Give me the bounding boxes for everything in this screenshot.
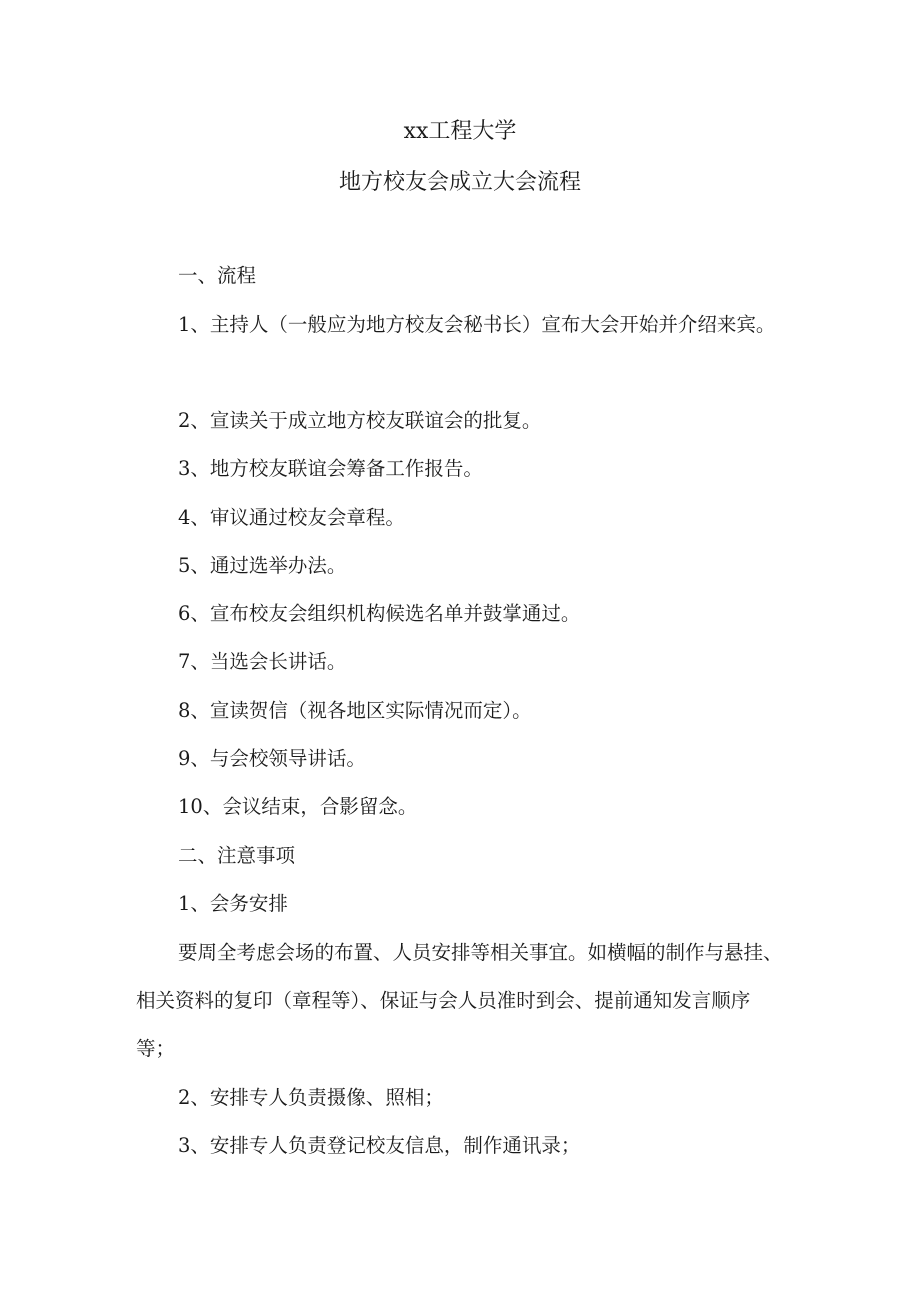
flow-item-3: 3、地方校友联谊会筹备工作报告。: [178, 457, 483, 480]
flow-item-5: 5、通过选举办法。: [178, 554, 347, 577]
flow-item-6: 6、宣布校友会组织机构候选名单并鼓掌通过。: [178, 602, 581, 625]
flow-item-9: 9、与会校领导讲话。: [178, 747, 366, 770]
flow-item-8: 8、宣读贺信（视各地区实际情况而定）。: [178, 699, 532, 722]
section-heading-notes: 二、注意事项: [178, 844, 296, 867]
note-item-2: 2、安排专人负责摄像、照相；: [178, 1086, 444, 1109]
note-item-1-heading: 1、会务安排: [178, 892, 288, 915]
flow-item-7: 7、当选会长讲话。: [178, 650, 347, 673]
section-heading-flow: 一、流程: [178, 264, 257, 287]
flow-item-2: 2、宣读关于成立地方校友联谊会的批复。: [178, 409, 542, 432]
note-item-3: 3、安排专人负责登记校友信息，制作通讯录；: [178, 1134, 581, 1157]
flow-item-4: 4、审议通过校友会章程。: [178, 506, 405, 529]
note-item-1-body: 要周全考虑会场的布置、人员安排等相关事宜。如横幅的制作与悬挂、相关资料的复印（章程等）、保证与会人员准时到会、提前通知发言顺序等；: [136, 941, 783, 1060]
flow-item-10: 10、会议结束，合影留念。: [178, 795, 418, 818]
flow-item-1: 1、主持人（一般应为地方校友会秘书长）宣布大会开始并介绍来宾。: [178, 313, 776, 336]
document-title: xx工程大学: [403, 119, 517, 144]
document-subtitle: 地方校友会成立大会流程: [338, 170, 581, 195]
